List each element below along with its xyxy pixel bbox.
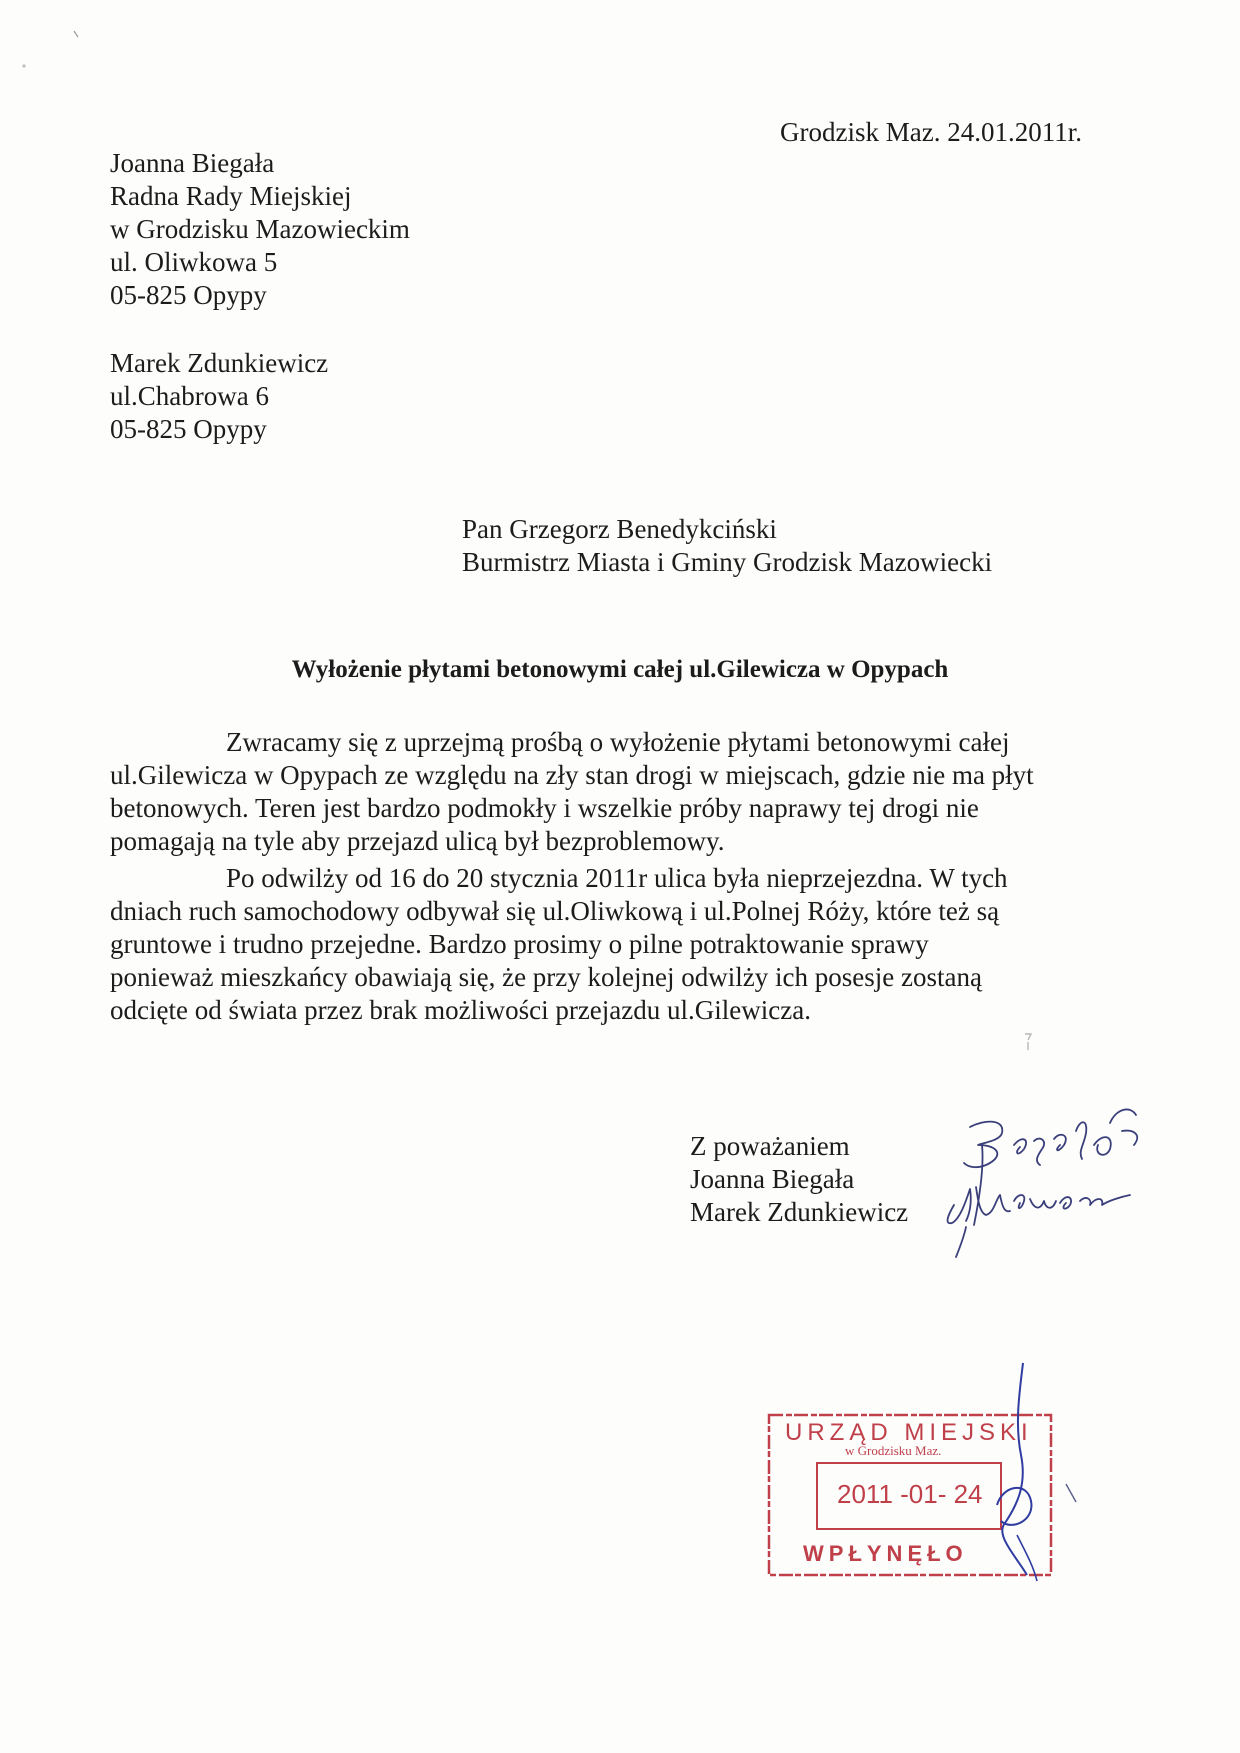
- sender-1-role: Radna Rady Miejskiej: [110, 181, 352, 211]
- recipient-name: Pan Grzegorz Benedykciński: [462, 514, 777, 544]
- paragraph-1-line: betonowych. Teren jest bardzo podmokły i wszelkie próby naprawy tej drogi nie: [110, 793, 979, 823]
- sender-1-name: Joanna Biegała: [110, 148, 275, 178]
- sender-2-street: ul.Chabrowa 6: [110, 381, 269, 411]
- sender-1-street: ul. Oliwkowa 5: [110, 247, 278, 277]
- stamp-received-label: WPŁYNĘŁO: [803, 1541, 968, 1566]
- paragraph-2-line: Po odwilży od 16 do 20 stycznia 2011r ulica była nieprzejezdna. W tych: [226, 863, 1008, 893]
- sender-1-postal: 05-825 Opypy: [110, 280, 267, 310]
- scan-speck: [18, 60, 30, 72]
- incoming-stamp: [765, 1355, 1095, 1585]
- recipient-title: Burmistrz Miasta i Gminy Grodzisk Mazowiecki: [462, 547, 993, 577]
- letter-subject: Wyłożenie płytami betonowymi całej ul.Gilewicza w Opypach: [291, 656, 949, 683]
- sender-2-address: [110, 347, 328, 446]
- sender-2-postal: 05-825 Opypy: [110, 414, 267, 444]
- paragraph-2-line: odcięte od świata przez brak możliwości przejazdu ul.Gilewicza.: [110, 995, 811, 1025]
- closing-salutation: Z poważaniem: [690, 1131, 850, 1161]
- paragraph-2-line: ponieważ mieszkańcy obawiają się, że przy kolejnej odwilży ich posesje zostaną: [110, 962, 982, 992]
- paragraph-2: [110, 862, 1008, 1027]
- paragraph-1-line: Zwracamy się z uprzejmą prośbą o wyłożenie płytami betonowymi całej: [226, 727, 1010, 757]
- closing-name-2: Marek Zdunkiewicz: [690, 1197, 909, 1227]
- closing-block: [690, 1130, 908, 1229]
- sender-2-name: Marek Zdunkiewicz: [110, 348, 329, 378]
- stamp-office-name: URZĄD MIEJSKI: [785, 1419, 1033, 1446]
- paragraph-2-line: gruntowe i trudno przejedne. Bardzo prosimy o pilne potraktowanie sprawy: [110, 929, 929, 959]
- recipient-block: [462, 513, 992, 579]
- closing-name-1: Joanna Biegała: [690, 1164, 855, 1194]
- paragraph-2-line: dniach ruch samochodowy odbywał się ul.Oliwkową i ul.Polnej Róży, które też są: [110, 896, 1000, 926]
- stamp-office-town: w Grodzisku Maz.: [845, 1443, 942, 1458]
- letter-date: Grodzisk Maz. 24.01.2011r.: [780, 117, 1082, 147]
- sender-1-place: w Grodzisku Mazowieckim: [110, 214, 410, 244]
- paragraph-1-line: pomagają na tyle aby przejazd ulicą był bezproblemowy.: [110, 826, 725, 856]
- handwritten-signature: [930, 1105, 1210, 1275]
- scan-speck: [70, 25, 90, 45]
- sender-1-address: [110, 147, 410, 312]
- stamp-date: 2011 -01- 24: [837, 1479, 983, 1509]
- scan-speck: [1020, 1030, 1036, 1058]
- paragraph-1-line: ul.Gilewicza w Opypach ze względu na zły stan drogi w miejscach, gdzie nie ma płyt: [110, 760, 1034, 790]
- paragraph-1: [110, 726, 1034, 858]
